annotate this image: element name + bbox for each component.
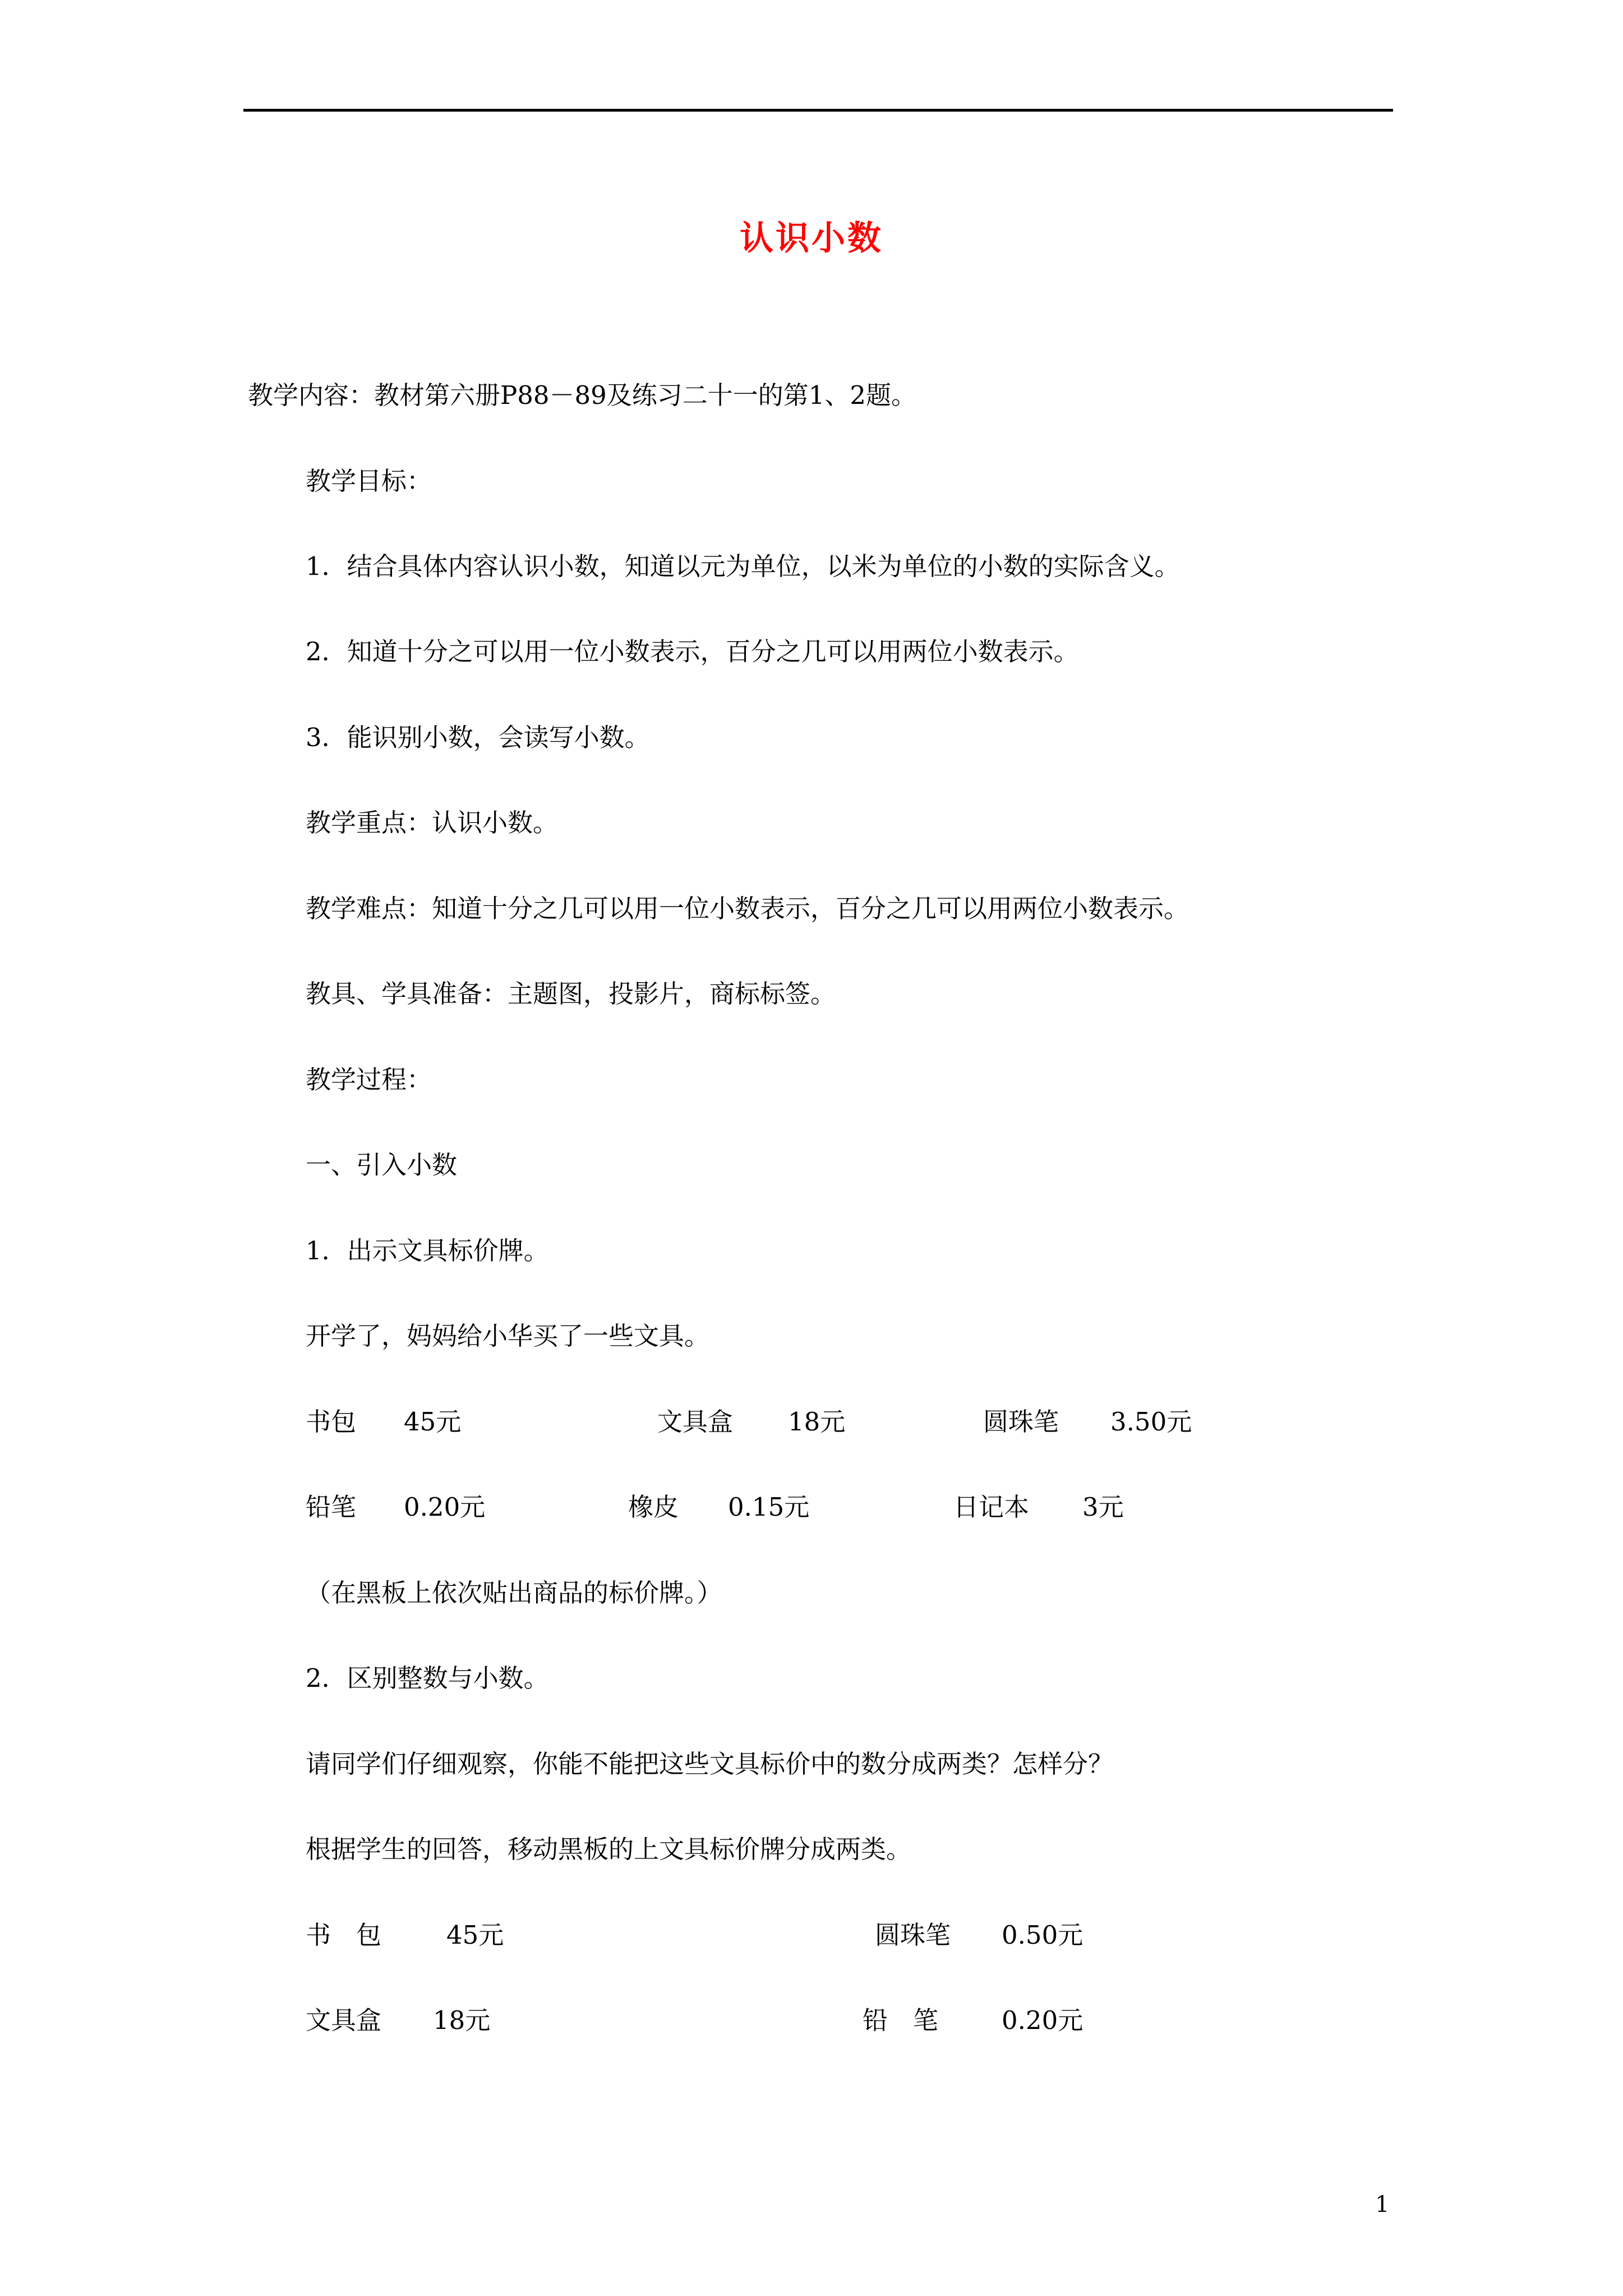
price-item-value: 3元	[1082, 1492, 1124, 1522]
header-rule	[243, 109, 1393, 112]
price-item-value: 0.15元	[728, 1492, 810, 1522]
price-item-value: 18元	[788, 1407, 846, 1437]
price-item-value: 0.20元	[404, 1492, 486, 1522]
price-item-value: 45元	[404, 1407, 462, 1437]
goal-3-line: 3．能识别小数，会读写小数。	[306, 723, 650, 752]
section-1-heading: 一、引入小数	[306, 1150, 458, 1180]
price-item-name: 橡皮	[628, 1492, 679, 1522]
page-title: 认识小数	[740, 219, 883, 258]
grouped-item-name: 圆珠笔	[875, 1920, 951, 1950]
grouped-item-name: 铅 笔	[863, 2005, 939, 2035]
goal-1-line: 1．结合具体内容认识小数，知道以元为单位，以米为单位的小数的实际含义。	[306, 551, 1180, 581]
grouped-item-name: 书 包	[306, 1920, 382, 1950]
answer-line: 根据学生的回答，移动黑板的上文具标价牌分成两类。	[306, 1834, 912, 1864]
question-line: 请同学们仔细观察，你能不能把这些文具标价中的数分成两类？怎样分？	[306, 1749, 1114, 1779]
note-line: （在黑板上依次贴出商品的标价牌。）	[306, 1578, 722, 1608]
price-item-name: 日记本	[953, 1492, 1030, 1522]
price-item-name: 铅笔	[306, 1492, 357, 1522]
step-2-line: 2．区别整数与小数。	[306, 1663, 549, 1693]
grouped-item-value: 0.20元	[1002, 2005, 1083, 2035]
goal-2-line: 2．知道十分之可以用一位小数表示，百分之几可以用两位小数表示。	[306, 637, 1079, 666]
teaching-content-line: 教学内容：教材第六册P88－89及练习二十一的第1、2题。	[248, 380, 917, 410]
grouped-item-value: 45元	[446, 1920, 504, 1950]
price-item-name: 文具盒	[657, 1407, 734, 1437]
difficult-points-line: 教学难点：知道十分之几可以用一位小数表示，百分之几可以用两位小数表示。	[306, 894, 1189, 923]
grouped-item-value: 0.50元	[1002, 1920, 1083, 1950]
teaching-process-heading: 教学过程：	[306, 1065, 432, 1094]
price-item-value: 3.50元	[1110, 1407, 1192, 1437]
step-1-line: 1．出示文具标价牌。	[306, 1236, 549, 1266]
key-points-line: 教学重点：认识小数。	[306, 808, 559, 838]
intro-sentence-line: 开学了，妈妈给小华买了一些文具。	[306, 1321, 710, 1351]
page-number: 1	[1375, 2192, 1390, 2217]
grouped-item-name: 文具盒	[306, 2005, 382, 2035]
price-item-name: 书包	[306, 1407, 357, 1437]
teaching-goals-heading: 教学目标：	[306, 466, 432, 496]
price-item-name: 圆珠笔	[983, 1407, 1059, 1437]
materials-line: 教具、学具准备：主题图，投影片，商标标签。	[306, 979, 836, 1009]
grouped-item-value: 18元	[433, 2005, 491, 2035]
